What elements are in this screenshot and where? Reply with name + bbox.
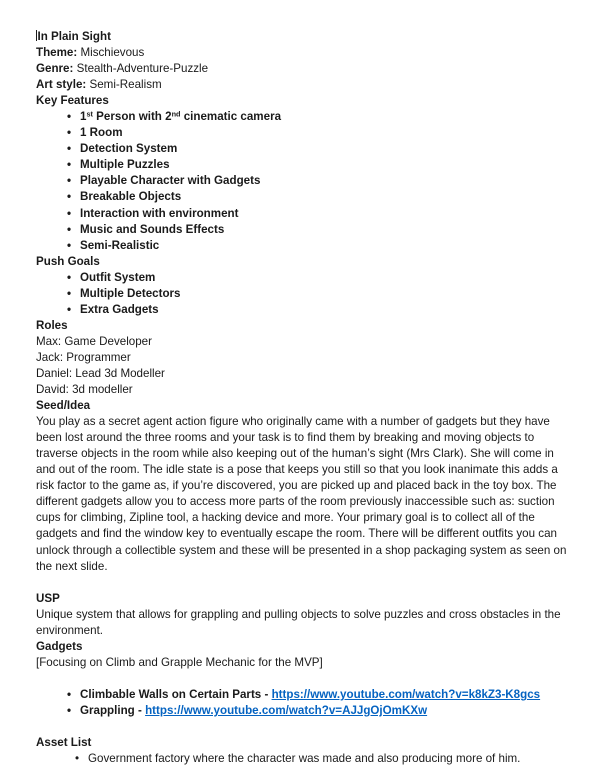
push-goals-list bbox=[36, 270, 574, 318]
heading-key-features: Key Features bbox=[36, 94, 109, 108]
list-item: • 1 Room bbox=[36, 125, 574, 141]
gadget-separator: - bbox=[261, 687, 272, 701]
list-item: • Outfit System bbox=[36, 270, 574, 286]
list-item: • Breakable Objects bbox=[36, 189, 574, 205]
heading-asset-list: Asset List bbox=[36, 736, 92, 750]
spacer bbox=[36, 671, 574, 687]
gadget-link-grappling[interactable]: https://www.youtube.com/watch?v=AJJgOjOmKXw bbox=[145, 703, 428, 717]
gadgets-note: [Focusing on Climb and Grapple Mechanic for the MVP] bbox=[36, 655, 323, 669]
meta-art-style bbox=[36, 77, 574, 93]
list-item: • Interaction with environment bbox=[36, 206, 574, 222]
role-max: Max: Game Developer bbox=[36, 334, 152, 348]
meta-theme-label: Theme: bbox=[36, 46, 78, 60]
list-item bbox=[36, 687, 574, 703]
seed-idea-paragraph: You play as a secret agent action figure who originally came with a number of gadgets but they have been lost around the three rooms and your task is to find them by breaking and moving objects to traverse objects in the room while also keeping out of the human’s sight (Mrs Clark). She will come in and out of the room. The idle state is a pose that keeps you still so that you look inanimate this adds a risk factor to the game as, if you’re discovered, you are picked up and placed back in the toy box. The different gadgets allow you to access more parts of the room previously inaccessible such as: suction cups for climbing, Zipline tool, a hacking device and more. Your primary goal is to collect all of the gadgets and find the window key to eventually escape the room. There will be different outfits you can unlock through a collectible system and these will be presented in a shop packaging system as seen on the next slide. bbox=[36, 415, 567, 573]
heading-push-goals: Push Goals bbox=[36, 254, 100, 268]
document-body[interactable] bbox=[36, 29, 574, 767]
key-feature-1-num: 1 bbox=[80, 110, 87, 124]
key-feature-1-sup-nd: nd bbox=[171, 109, 181, 119]
heading-usp: USP bbox=[36, 591, 60, 605]
gadget-link-climbable-walls[interactable]: https://www.youtube.com/watch?v=k8kZ3-K8gcs bbox=[271, 687, 541, 701]
heading-roles: Roles bbox=[36, 318, 68, 332]
list-item: • Semi-Realistic bbox=[36, 238, 574, 254]
list-item: • Music and Sounds Effects bbox=[36, 222, 574, 238]
key-feature-1-mid: Person with 2 bbox=[92, 110, 172, 124]
list-item: • Government factory where the character was made and also producing more of him. bbox=[36, 751, 574, 767]
document-title bbox=[36, 29, 574, 45]
list-item: • Multiple Detectors bbox=[36, 286, 574, 302]
key-features-list bbox=[36, 109, 574, 253]
asset-list bbox=[36, 751, 574, 767]
meta-genre-label: Genre: bbox=[36, 62, 74, 76]
heading-gadgets: Gadgets bbox=[36, 639, 83, 653]
key-feature-1-tail: cinematic camera bbox=[180, 110, 282, 124]
list-item: • Extra Gadgets bbox=[36, 302, 574, 318]
meta-genre-value: Stealth-Adventure-Puzzle bbox=[76, 62, 209, 76]
list-item: • Multiple Puzzles bbox=[36, 157, 574, 173]
meta-theme bbox=[36, 45, 574, 61]
meta-theme-value: Mischievous bbox=[80, 46, 145, 60]
role-david: David: 3d modeller bbox=[36, 383, 133, 397]
spacer bbox=[36, 575, 574, 591]
gadget-label-grappling: Grappling bbox=[80, 703, 135, 717]
key-feature-1-sup-st: st bbox=[86, 109, 93, 119]
list-item: • Playable Character with Gadgets bbox=[36, 173, 574, 189]
gadget-label-climbable-walls: Climbable Walls on Certain Parts bbox=[80, 687, 262, 701]
spacer bbox=[36, 719, 574, 735]
usp-paragraph: Unique system that allows for grappling and pulling objects to solve puzzles and cross obstacles in the environment. bbox=[36, 607, 561, 637]
list-item: • Detection System bbox=[36, 141, 574, 157]
role-jack: Jack: Programmer bbox=[36, 350, 131, 364]
meta-art-style-value: Semi-Realism bbox=[89, 78, 162, 92]
list-item bbox=[36, 703, 574, 719]
meta-genre bbox=[36, 61, 574, 77]
gadget-separator: - bbox=[134, 703, 146, 717]
meta-art-style-label: Art style: bbox=[36, 78, 87, 92]
gadgets-list bbox=[36, 687, 574, 719]
list-item bbox=[36, 109, 574, 125]
role-daniel: Daniel: Lead 3d Modeller bbox=[36, 366, 165, 380]
heading-seed-idea: Seed/Idea bbox=[36, 399, 91, 413]
document-title-text: In Plain Sight bbox=[37, 30, 111, 43]
